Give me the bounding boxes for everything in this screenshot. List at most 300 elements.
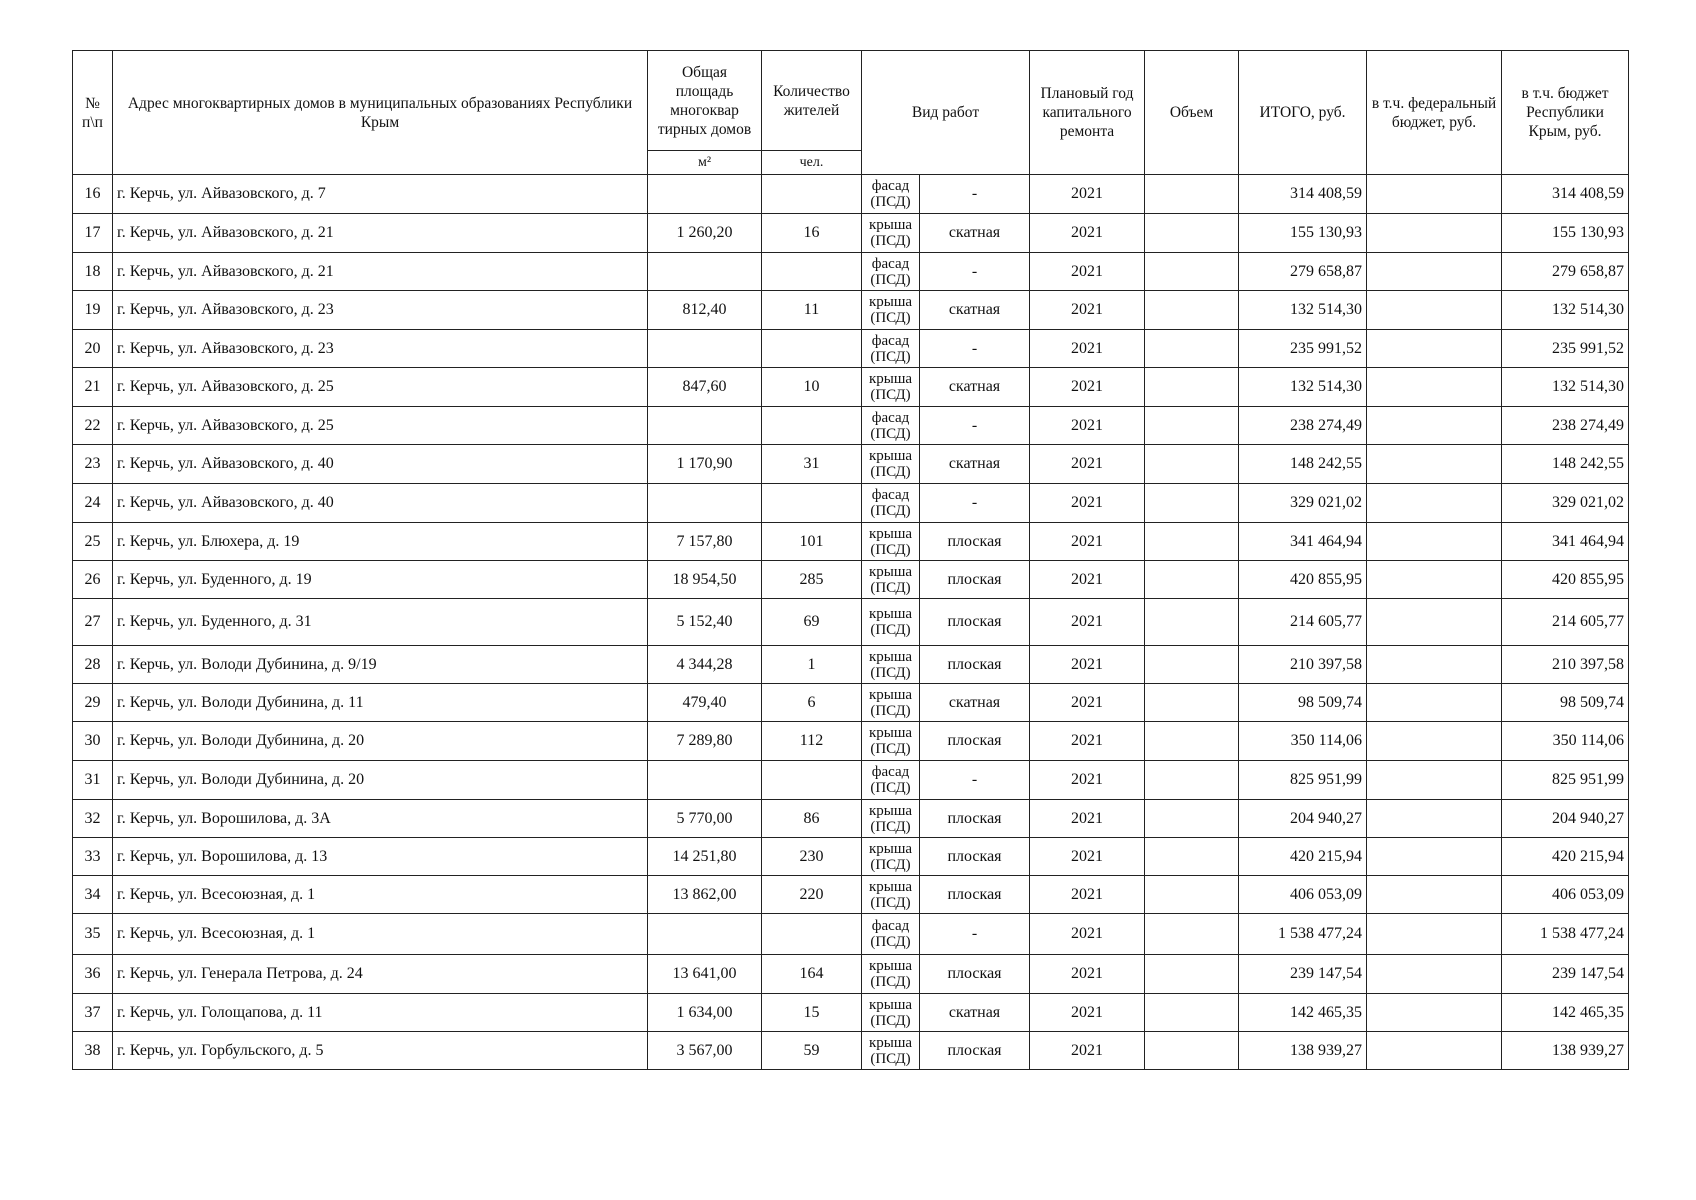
row-total: 825 951,99 (1239, 761, 1367, 800)
row-area (648, 253, 762, 291)
row-volume (1145, 684, 1239, 722)
row-number: 29 (73, 684, 113, 722)
row-work-type (862, 1032, 920, 1070)
work-type-label: крыша (868, 525, 913, 542)
row-rk-budget: 155 130,93 (1502, 214, 1629, 253)
table-row (73, 561, 1629, 599)
row-volume (1145, 561, 1239, 599)
table-row (73, 330, 1629, 368)
row-year: 2021 (1030, 994, 1145, 1032)
work-type-label: крыша (868, 686, 913, 703)
row-total: 420 855,95 (1239, 561, 1367, 599)
row-address: г. Керчь, ул. Айвазовского, д. 40 (113, 484, 648, 523)
work-type-note: (ПСД) (870, 503, 911, 519)
row-total: 314 408,59 (1239, 175, 1367, 214)
row-year: 2021 (1030, 407, 1145, 445)
row-work-type (862, 368, 920, 407)
row-work-type (862, 253, 920, 291)
row-residents (762, 484, 862, 523)
work-type-note: (ПСД) (870, 541, 911, 558)
work-type-note: (ПСД) (870, 310, 911, 326)
header-rk-budget: в т.ч. бюджет Республики Крым, руб. (1502, 51, 1629, 175)
row-area (648, 330, 762, 368)
row-total: 204 940,27 (1239, 800, 1367, 838)
row-year: 2021 (1030, 646, 1145, 684)
row-number: 27 (73, 599, 113, 646)
row-number: 32 (73, 800, 113, 838)
work-type-note: (ПСД) (870, 702, 911, 719)
row-work-type (862, 561, 920, 599)
table-row (73, 291, 1629, 330)
row-work-subtype: - (920, 407, 1030, 445)
row-residents: 164 (762, 955, 862, 994)
row-residents: 86 (762, 800, 862, 838)
row-residents: 69 (762, 599, 862, 646)
row-federal (1367, 253, 1502, 291)
row-volume (1145, 761, 1239, 800)
work-type-note: (ПСД) (870, 818, 911, 835)
row-work-subtype: скатная (920, 994, 1030, 1032)
row-work-subtype: плоская (920, 838, 1030, 876)
row-volume (1145, 445, 1239, 484)
row-number: 34 (73, 876, 113, 914)
row-year: 2021 (1030, 800, 1145, 838)
row-year: 2021 (1030, 214, 1145, 253)
row-residents: 11 (762, 291, 862, 330)
table-row (73, 1032, 1629, 1070)
work-type-note: (ПСД) (870, 271, 911, 288)
row-area: 14 251,80 (648, 838, 762, 876)
row-rk-budget: 239 147,54 (1502, 955, 1629, 994)
row-year: 2021 (1030, 1032, 1145, 1070)
row-federal (1367, 445, 1502, 484)
row-federal (1367, 955, 1502, 994)
row-area: 5 770,00 (648, 800, 762, 838)
row-residents: 112 (762, 722, 862, 761)
table-row (73, 484, 1629, 523)
table-row (73, 214, 1629, 253)
row-address: г. Керчь, ул. Айвазовского, д. 21 (113, 214, 648, 253)
header-area: Общая площадь многоквар тирных домов (648, 51, 762, 151)
row-work-subtype: - (920, 484, 1030, 523)
table-body (73, 175, 1629, 1070)
row-year: 2021 (1030, 523, 1145, 561)
row-area (648, 761, 762, 800)
row-year: 2021 (1030, 291, 1145, 330)
row-federal (1367, 684, 1502, 722)
row-address: г. Керчь, ул. Айвазовского, д. 25 (113, 368, 648, 407)
row-rk-budget: 420 215,94 (1502, 838, 1629, 876)
row-rk-budget: 132 514,30 (1502, 368, 1629, 407)
work-type-label: фасад (871, 178, 910, 194)
row-rk-budget: 238 274,49 (1502, 407, 1629, 445)
row-total: 155 130,93 (1239, 214, 1367, 253)
row-total: 214 605,77 (1239, 599, 1367, 646)
header-year: Плановый год капитального ремонта (1030, 51, 1145, 175)
row-address: г. Керчь, ул. Володи Дубинина, д. 20 (113, 722, 648, 761)
row-total: 132 514,30 (1239, 291, 1367, 330)
row-address: г. Керчь, ул. Володи Дубинина, д. 11 (113, 684, 648, 722)
header-area-unit: м² (648, 151, 762, 175)
work-type-note: (ПСД) (870, 664, 911, 681)
row-number: 24 (73, 484, 113, 523)
row-work-type (862, 994, 920, 1032)
work-type-label: крыша (868, 448, 913, 464)
row-area: 1 634,00 (648, 994, 762, 1032)
row-area (648, 175, 762, 214)
row-year: 2021 (1030, 330, 1145, 368)
table-row (73, 722, 1629, 761)
row-number: 37 (73, 994, 113, 1032)
row-number: 21 (73, 368, 113, 407)
work-type-note: (ПСД) (870, 1050, 911, 1067)
row-residents: 101 (762, 523, 862, 561)
row-federal (1367, 722, 1502, 761)
row-year: 2021 (1030, 722, 1145, 761)
table-row (73, 646, 1629, 684)
row-federal (1367, 561, 1502, 599)
row-rk-budget: 279 658,87 (1502, 253, 1629, 291)
row-year: 2021 (1030, 684, 1145, 722)
row-area: 4 344,28 (648, 646, 762, 684)
work-type-label: крыша (868, 648, 913, 665)
row-area (648, 484, 762, 523)
table-row (73, 838, 1629, 876)
row-total: 239 147,54 (1239, 955, 1367, 994)
work-type-note: (ПСД) (870, 894, 911, 911)
row-year: 2021 (1030, 561, 1145, 599)
row-total: 406 053,09 (1239, 876, 1367, 914)
header-residents-unit: чел. (762, 151, 862, 175)
row-work-type (862, 445, 920, 484)
row-work-type (862, 876, 920, 914)
row-rk-budget: 341 464,94 (1502, 523, 1629, 561)
row-work-subtype: плоская (920, 561, 1030, 599)
table-row (73, 914, 1629, 955)
row-work-type (862, 175, 920, 214)
table-row (73, 253, 1629, 291)
work-type-label: крыша (868, 996, 913, 1013)
row-rk-budget: 148 242,55 (1502, 445, 1629, 484)
row-work-type (862, 484, 920, 523)
row-work-subtype: скатная (920, 684, 1030, 722)
work-type-note: (ПСД) (870, 194, 911, 210)
row-volume (1145, 523, 1239, 561)
work-type-note: (ПСД) (870, 1012, 911, 1029)
row-number: 17 (73, 214, 113, 253)
row-work-type (862, 646, 920, 684)
work-type-label: крыша (868, 802, 913, 819)
row-federal (1367, 175, 1502, 214)
work-type-label: крыша (868, 294, 913, 310)
row-area: 7 157,80 (648, 523, 762, 561)
work-type-note: (ПСД) (870, 579, 911, 596)
row-volume (1145, 838, 1239, 876)
row-area: 479,40 (648, 684, 762, 722)
row-address: г. Керчь, ул. Ворошилова, д. 3А (113, 800, 648, 838)
row-work-subtype: - (920, 253, 1030, 291)
row-federal (1367, 599, 1502, 646)
row-year: 2021 (1030, 599, 1145, 646)
table-row (73, 761, 1629, 800)
row-volume (1145, 599, 1239, 646)
row-federal (1367, 291, 1502, 330)
row-federal (1367, 800, 1502, 838)
row-work-type (862, 955, 920, 994)
row-number: 30 (73, 722, 113, 761)
row-work-type (862, 330, 920, 368)
row-work-type (862, 291, 920, 330)
row-address: г. Керчь, ул. Генерала Петрова, д. 24 (113, 955, 648, 994)
row-address: г. Керчь, ул. Айвазовского, д. 23 (113, 330, 648, 368)
work-type-label: крыша (868, 878, 913, 895)
header-work-type: Вид работ (862, 51, 1030, 175)
row-area (648, 914, 762, 955)
row-work-subtype: плоская (920, 722, 1030, 761)
row-number: 33 (73, 838, 113, 876)
document-page (72, 50, 1628, 1070)
row-rk-budget: 132 514,30 (1502, 291, 1629, 330)
work-type-label: фасад (871, 255, 910, 272)
work-type-note: (ПСД) (870, 425, 911, 442)
row-work-type (862, 599, 920, 646)
row-volume (1145, 330, 1239, 368)
row-work-subtype: плоская (920, 1032, 1030, 1070)
row-work-type (862, 838, 920, 876)
row-federal (1367, 368, 1502, 407)
row-number: 23 (73, 445, 113, 484)
work-type-note: (ПСД) (870, 233, 911, 249)
row-rk-budget: 214 605,77 (1502, 599, 1629, 646)
row-volume (1145, 914, 1239, 955)
row-volume (1145, 800, 1239, 838)
row-federal (1367, 838, 1502, 876)
row-residents (762, 175, 862, 214)
row-residents (762, 914, 862, 955)
row-federal (1367, 330, 1502, 368)
row-total: 350 114,06 (1239, 722, 1367, 761)
row-area: 18 954,50 (648, 561, 762, 599)
row-residents (762, 407, 862, 445)
row-work-subtype: - (920, 761, 1030, 800)
row-year: 2021 (1030, 484, 1145, 523)
work-type-label: крыша (868, 958, 913, 974)
work-type-note: (ПСД) (870, 387, 911, 403)
row-address: г. Керчь, ул. Голощапова, д. 11 (113, 994, 648, 1032)
work-type-label: крыша (868, 840, 913, 857)
row-year: 2021 (1030, 955, 1145, 994)
header-num: № п\п (73, 51, 113, 175)
table-row (73, 599, 1629, 646)
row-number: 20 (73, 330, 113, 368)
row-work-subtype: плоская (920, 599, 1030, 646)
row-work-subtype: плоская (920, 523, 1030, 561)
row-work-type (862, 800, 920, 838)
work-type-note: (ПСД) (870, 622, 911, 638)
row-residents: 220 (762, 876, 862, 914)
header-address: Адрес многоквартирных домов в муниципальных образованиях Республики Крым (113, 51, 648, 175)
row-residents: 230 (762, 838, 862, 876)
row-rk-budget: 406 053,09 (1502, 876, 1629, 914)
row-work-type (862, 722, 920, 761)
row-federal (1367, 1032, 1502, 1070)
work-type-label: крыша (868, 1034, 913, 1051)
work-type-note: (ПСД) (870, 934, 911, 950)
row-residents (762, 330, 862, 368)
row-total: 279 658,87 (1239, 253, 1367, 291)
row-area: 3 567,00 (648, 1032, 762, 1070)
row-address: г. Керчь, ул. Горбульского, д. 5 (113, 1032, 648, 1070)
row-federal (1367, 214, 1502, 253)
row-address: г. Керчь, ул. Блюхера, д. 19 (113, 523, 648, 561)
row-volume (1145, 368, 1239, 407)
row-address: г. Керчь, ул. Буденного, д. 31 (113, 599, 648, 646)
row-area: 1 260,20 (648, 214, 762, 253)
table-row (73, 955, 1629, 994)
row-rk-budget: 825 951,99 (1502, 761, 1629, 800)
row-federal (1367, 761, 1502, 800)
row-total: 132 514,30 (1239, 368, 1367, 407)
row-address: г. Керчь, ул. Володи Дубинина, д. 9/19 (113, 646, 648, 684)
table-row (73, 523, 1629, 561)
row-address: г. Керчь, ул. Всесоюзная, д. 1 (113, 914, 648, 955)
work-type-label: фасад (871, 332, 910, 349)
row-work-type (862, 761, 920, 800)
row-total: 142 465,35 (1239, 994, 1367, 1032)
work-type-label: крыша (868, 371, 913, 387)
row-work-subtype: плоская (920, 800, 1030, 838)
row-number: 22 (73, 407, 113, 445)
row-rk-budget: 350 114,06 (1502, 722, 1629, 761)
row-federal (1367, 994, 1502, 1032)
row-work-type (862, 523, 920, 561)
work-type-note: (ПСД) (870, 856, 911, 873)
row-number: 38 (73, 1032, 113, 1070)
row-work-type (862, 214, 920, 253)
row-year: 2021 (1030, 368, 1145, 407)
work-type-note: (ПСД) (870, 741, 911, 757)
row-year: 2021 (1030, 253, 1145, 291)
row-area (648, 407, 762, 445)
row-area: 1 170,90 (648, 445, 762, 484)
row-residents: 16 (762, 214, 862, 253)
row-area: 7 289,80 (648, 722, 762, 761)
row-address: г. Керчь, ул. Ворошилова, д. 13 (113, 838, 648, 876)
row-rk-budget: 98 509,74 (1502, 684, 1629, 722)
table-row (73, 800, 1629, 838)
row-rk-budget: 138 939,27 (1502, 1032, 1629, 1070)
work-type-note: (ПСД) (870, 780, 911, 796)
row-year: 2021 (1030, 838, 1145, 876)
row-total: 420 215,94 (1239, 838, 1367, 876)
row-work-subtype: скатная (920, 214, 1030, 253)
row-total: 329 021,02 (1239, 484, 1367, 523)
work-type-note: (ПСД) (870, 348, 911, 365)
row-total: 98 509,74 (1239, 684, 1367, 722)
row-federal (1367, 407, 1502, 445)
row-number: 35 (73, 914, 113, 955)
row-total: 138 939,27 (1239, 1032, 1367, 1070)
row-volume (1145, 646, 1239, 684)
row-residents: 285 (762, 561, 862, 599)
capital-repair-table (72, 50, 1629, 1070)
row-number: 26 (73, 561, 113, 599)
row-residents: 10 (762, 368, 862, 407)
row-rk-budget: 142 465,35 (1502, 994, 1629, 1032)
row-volume (1145, 214, 1239, 253)
row-residents: 1 (762, 646, 862, 684)
header-volume: Объем (1145, 51, 1239, 175)
row-residents: 59 (762, 1032, 862, 1070)
work-type-note: (ПСД) (870, 974, 911, 990)
row-address: г. Керчь, ул. Володи Дубинина, д. 20 (113, 761, 648, 800)
row-address: г. Керчь, ул. Буденного, д. 19 (113, 561, 648, 599)
row-volume (1145, 994, 1239, 1032)
row-work-subtype: плоская (920, 646, 1030, 684)
row-area: 13 862,00 (648, 876, 762, 914)
row-residents: 15 (762, 994, 862, 1032)
header-total: ИТОГО, руб. (1239, 51, 1367, 175)
work-type-label: крыша (868, 725, 913, 741)
row-volume (1145, 876, 1239, 914)
row-rk-budget: 329 021,02 (1502, 484, 1629, 523)
work-type-label: фасад (871, 409, 910, 426)
table-row (73, 684, 1629, 722)
row-number: 16 (73, 175, 113, 214)
row-year: 2021 (1030, 761, 1145, 800)
row-work-subtype: плоская (920, 876, 1030, 914)
row-work-type (862, 914, 920, 955)
work-type-label: крыша (868, 606, 913, 622)
row-work-subtype: плоская (920, 955, 1030, 994)
row-residents: 31 (762, 445, 862, 484)
row-residents (762, 253, 862, 291)
row-rk-budget: 210 397,58 (1502, 646, 1629, 684)
work-type-label: фасад (871, 764, 910, 780)
work-type-label: фасад (871, 918, 910, 934)
row-volume (1145, 722, 1239, 761)
row-number: 18 (73, 253, 113, 291)
row-volume (1145, 253, 1239, 291)
row-work-type (862, 407, 920, 445)
row-volume (1145, 175, 1239, 214)
row-volume (1145, 484, 1239, 523)
row-address: г. Керчь, ул. Айвазовского, д. 21 (113, 253, 648, 291)
row-total: 148 242,55 (1239, 445, 1367, 484)
row-volume (1145, 407, 1239, 445)
header-residents: Количество жителей (762, 51, 862, 151)
row-rk-budget: 314 408,59 (1502, 175, 1629, 214)
table-row (73, 994, 1629, 1032)
row-volume (1145, 291, 1239, 330)
work-type-label: фасад (871, 487, 910, 503)
row-work-type (862, 684, 920, 722)
table-row (73, 368, 1629, 407)
table-header (73, 51, 1629, 175)
work-type-label: крыша (868, 563, 913, 580)
row-total: 341 464,94 (1239, 523, 1367, 561)
row-number: 19 (73, 291, 113, 330)
row-work-subtype: - (920, 330, 1030, 368)
row-address: г. Керчь, ул. Айвазовского, д. 40 (113, 445, 648, 484)
row-rk-budget: 204 940,27 (1502, 800, 1629, 838)
row-address: г. Керчь, ул. Айвазовского, д. 25 (113, 407, 648, 445)
row-total: 238 274,49 (1239, 407, 1367, 445)
row-number: 28 (73, 646, 113, 684)
work-type-note: (ПСД) (870, 464, 911, 480)
row-address: г. Керчь, ул. Айвазовского, д. 23 (113, 291, 648, 330)
row-federal (1367, 484, 1502, 523)
